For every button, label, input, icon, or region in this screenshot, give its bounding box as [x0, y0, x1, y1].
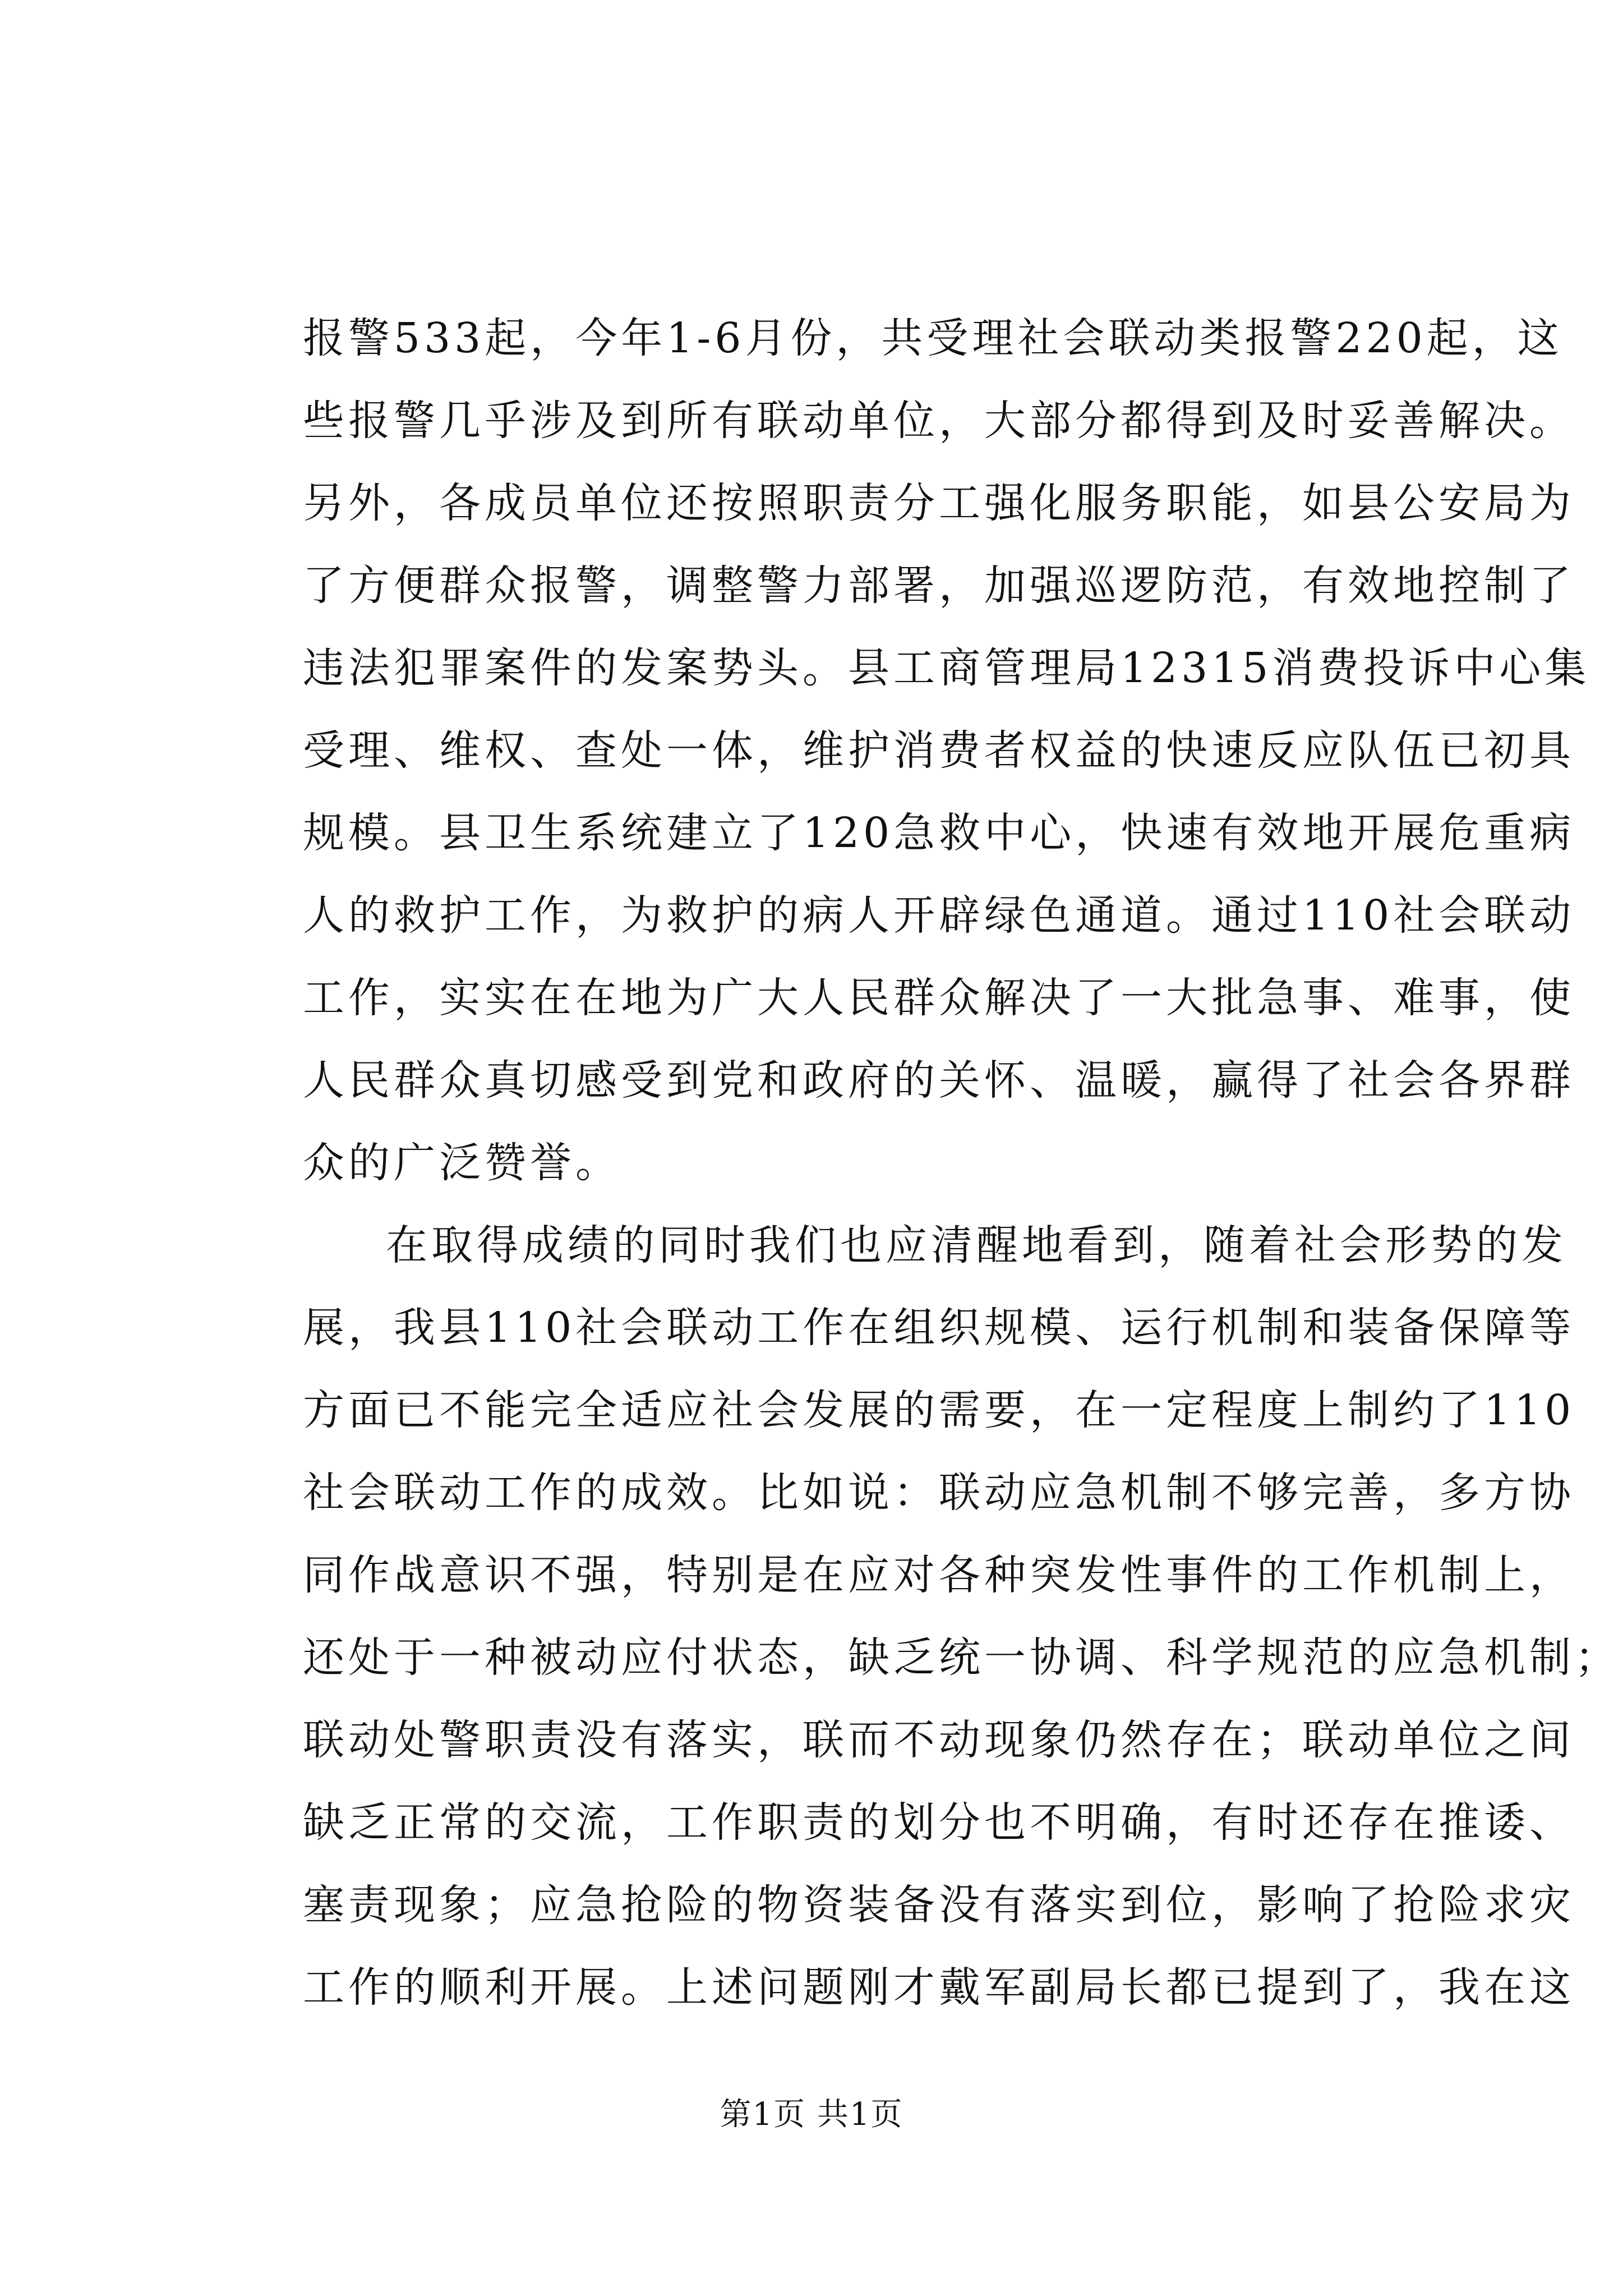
text-line: 人民群众真切感受到党和政府的关怀、温暖，赢得了社会各界群 [303, 1056, 1575, 1105]
text-line: 同作战意识不强，特别是在应对各种突发性事件的工作机制上， [303, 1551, 1575, 1599]
text-line: 规模。县卫生系统建立了120急救中心，快速有效地开展危重病 [303, 809, 1575, 857]
text-line: 报警533起，今年1-6月份，共受理社会联动类报警220起，这 [303, 314, 1563, 362]
text-line: 工作，实实在在地为广大人民群众解决了一大批急事、难事，使 [303, 974, 1575, 1022]
text-line: 众的广泛赞誉。 [303, 1139, 621, 1187]
text-line: 还处于一种被动应付状态，缺乏统一协调、科学规范的应急机制； [303, 1634, 1620, 1682]
paragraph-1 [303, 297, 1590, 1204]
text-line: 受理、维权、查处一体，维护消费者权益的快速反应队伍已初具 [303, 726, 1575, 775]
page-footer [0, 2095, 1623, 2134]
text-line: 工作的顺利开展。上述问题刚才戴军副局长都已提到了，我在这 [303, 1963, 1575, 2012]
text-line: 联动处警职责没有落实，联而不动现象仍然存在；联动单位之间 [303, 1716, 1575, 1764]
text-line: 违法犯罪案件的发案势头。县工商管理局12315消费投诉中心集 [303, 644, 1590, 692]
text-line: 些报警几乎涉及到所有联动单位，大部分都得到及时妥善解决。 [303, 397, 1575, 445]
text-line: 了方便群众报警，调整警力部署，加强巡逻防范，有效地控制了 [303, 562, 1575, 610]
text-line: 塞责现象；应急抢险的物资装备没有落实到位，影响了抢险求灾 [303, 1881, 1575, 1929]
text-line: 人的救护工作，为救护的病人开辟绿色通道。通过110社会联动 [303, 891, 1575, 940]
text-line: 展，我县110社会联动工作在组织规模、运行机制和装备保障等 [303, 1304, 1575, 1352]
text-line: 方面已不能完全适应社会发展的需要，在一定程度上制约了110 [303, 1386, 1575, 1434]
paragraph-2 [303, 1204, 1620, 2029]
text-line: 缺乏正常的交流，工作职责的划分也不明确，有时还存在推诿、 [303, 1798, 1575, 1847]
page-number-label: 第1页 共1页 [720, 2096, 903, 2133]
text-line: 另外，各成员单位还按照职责分工强化服务职能，如县公安局为 [303, 479, 1575, 527]
text-line-indented: 在取得成绩的同时我们也应清醒地看到，随着社会形势的发 [386, 1221, 1567, 1269]
document-body [303, 297, 1620, 2029]
text-line: 社会联动工作的成效。比如说：联动应急机制不够完善，多方协 [303, 1469, 1575, 1517]
